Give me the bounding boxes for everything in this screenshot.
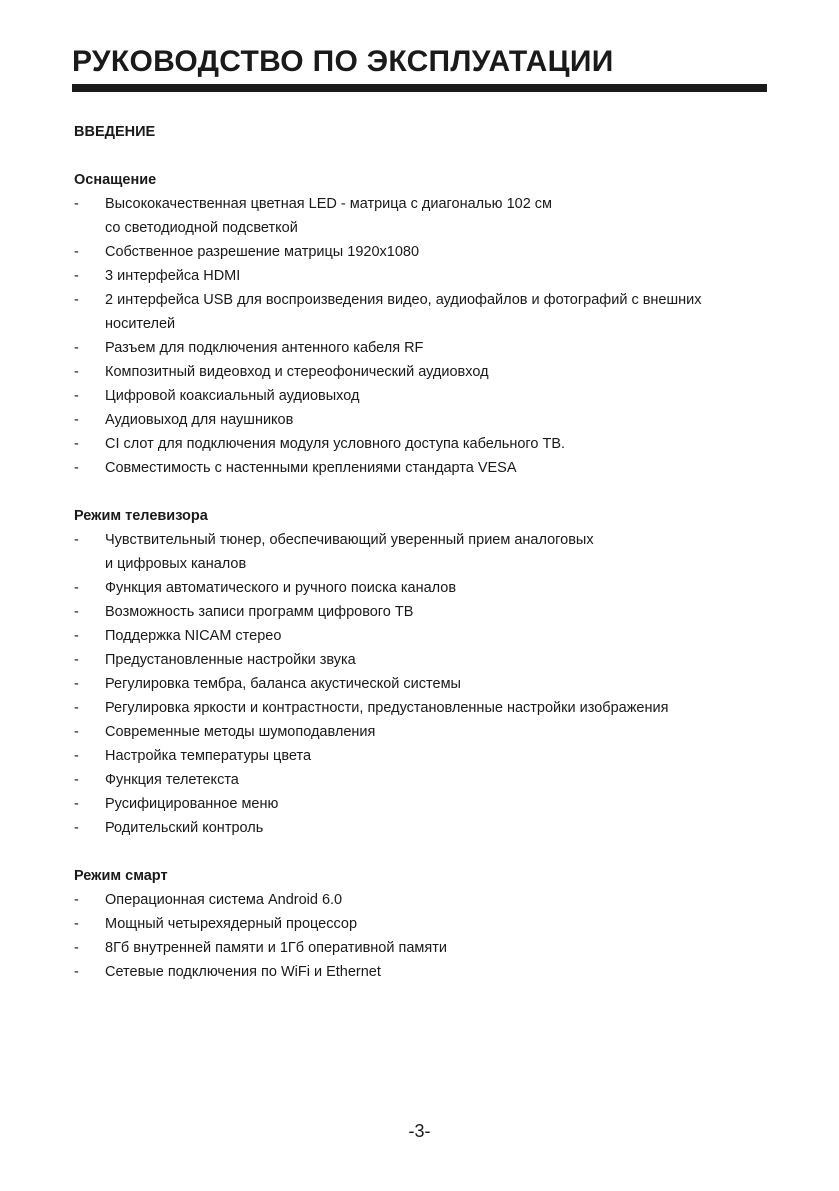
bullet-dash: - [74, 196, 79, 212]
feature-item [74, 192, 774, 240]
page-title: РУКОВОДСТВО ПО ЭКСПЛУАТАЦИИ [72, 45, 614, 78]
bullet-dash: - [74, 292, 79, 308]
section-heading: Режим смарт [74, 868, 168, 884]
feature-item-text: Разъем для подключения антенного кабеля RF [105, 340, 424, 356]
intro-heading: ВВЕДЕНИЕ [74, 124, 156, 140]
bullet-dash: - [74, 364, 79, 380]
feature-list [74, 192, 774, 480]
feature-item-text: Возможность записи программ цифрового ТВ [105, 604, 414, 620]
feature-item-text: Функция автоматического и ручного поиска каналов [105, 580, 457, 596]
bullet-dash: - [74, 820, 79, 836]
feature-item [74, 936, 774, 960]
feature-item [74, 432, 774, 456]
bullet-dash: - [74, 604, 79, 620]
feature-item-text: 3 интерфейса HDMI [105, 268, 241, 284]
feature-item [74, 816, 774, 840]
feature-item-text: 2 интерфейса USB для воспроизведения видео, аудиофайлов и фотографий с внешних [105, 292, 702, 308]
manual-content [74, 120, 774, 984]
feature-item [74, 456, 774, 480]
feature-item-text: 8Гб внутренней памяти и 1Гб оперативной памяти [105, 940, 447, 956]
bullet-dash: - [74, 964, 79, 980]
feature-item [74, 888, 774, 912]
page-number: -3- [408, 1121, 431, 1141]
feature-item-text: Совместимость с настенными креплениями стандарта VESA [105, 460, 517, 476]
feature-item [74, 648, 774, 672]
bullet-dash: - [74, 412, 79, 428]
bullet-dash: - [74, 436, 79, 452]
feature-item [74, 408, 774, 432]
feature-item-text: CI слот для подключения модуля условного доступа кабельного ТВ. [105, 436, 566, 452]
feature-item-text: со светодиодной подсветкой [105, 220, 298, 236]
feature-item-text: Чувствительный тюнер, обеспечивающий уверенный прием аналоговых [105, 532, 594, 548]
bullet-dash: - [74, 892, 79, 908]
bullet-dash: - [74, 268, 79, 284]
feature-item-text: Операционная система Android 6.0 [105, 892, 343, 908]
feature-item [74, 768, 774, 792]
bullet-dash: - [74, 628, 79, 644]
feature-item [74, 720, 774, 744]
feature-item-text: Функция телетекста [105, 772, 239, 788]
bullet-dash: - [74, 460, 79, 476]
feature-item-text: Аудиовыход для наушников [105, 412, 294, 428]
feature-item [74, 696, 774, 720]
feature-item-text: Регулировка тембра, баланса акустической системы [105, 676, 461, 692]
bullet-dash: - [74, 652, 79, 668]
bullet-dash: - [74, 580, 79, 596]
feature-list [74, 528, 774, 840]
bullet-dash: - [74, 244, 79, 260]
feature-item [74, 576, 774, 600]
feature-item-text: Современные методы шумоподавления [105, 724, 376, 740]
bullet-dash: - [74, 388, 79, 404]
feature-item [74, 744, 774, 768]
feature-item-text: Настройка температуры цвета [105, 748, 312, 764]
feature-item [74, 264, 774, 288]
feature-item-text: Сетевые подключения по WiFi и Ethernet [105, 964, 381, 980]
bullet-dash: - [74, 940, 79, 956]
bullet-dash: - [74, 340, 79, 356]
bullet-dash: - [74, 532, 79, 548]
feature-item [74, 360, 774, 384]
feature-item [74, 600, 774, 624]
feature-item-text: Поддержка NICAM стерео [105, 628, 282, 644]
feature-item [74, 912, 774, 936]
section-heading: Оснащение [74, 172, 157, 188]
feature-item [74, 792, 774, 816]
title-underline-rule [72, 84, 767, 92]
feature-item [74, 672, 774, 696]
bullet-dash: - [74, 916, 79, 932]
feature-item-text: Собственное разрешение матрицы 1920x1080 [105, 244, 420, 260]
feature-item [74, 528, 774, 576]
feature-item [74, 624, 774, 648]
feature-item [74, 288, 774, 336]
feature-item-text: Русифицированное меню [105, 796, 279, 812]
bullet-dash: - [74, 796, 79, 812]
feature-item [74, 336, 774, 360]
feature-item [74, 384, 774, 408]
feature-list [74, 888, 774, 984]
feature-item-text: Регулировка яркости и контрастности, предустановленные настройки изображения [105, 700, 669, 716]
feature-item-text: и цифровых каналов [105, 556, 247, 572]
bullet-dash: - [74, 748, 79, 764]
feature-item [74, 240, 774, 264]
feature-item-text: Родительский контроль [105, 820, 264, 836]
feature-item-text: Мощный четырехядерный процессор [105, 916, 358, 932]
feature-item [74, 960, 774, 984]
feature-item-text: носителей [105, 316, 176, 332]
bullet-dash: - [74, 676, 79, 692]
feature-item-text: Цифровой коаксиальный аудиовыход [105, 388, 360, 404]
feature-item-text: Композитный видеовход и стереофонический аудиовход [105, 364, 489, 380]
section-heading: Режим телевизора [74, 508, 208, 524]
bullet-dash: - [74, 700, 79, 716]
bullet-dash: - [74, 724, 79, 740]
feature-item-text: Высококачественная цветная LED - матрица с диагональю 102 см [105, 196, 553, 212]
bullet-dash: - [74, 772, 79, 788]
feature-item-text: Предустановленные настройки звука [105, 652, 356, 668]
